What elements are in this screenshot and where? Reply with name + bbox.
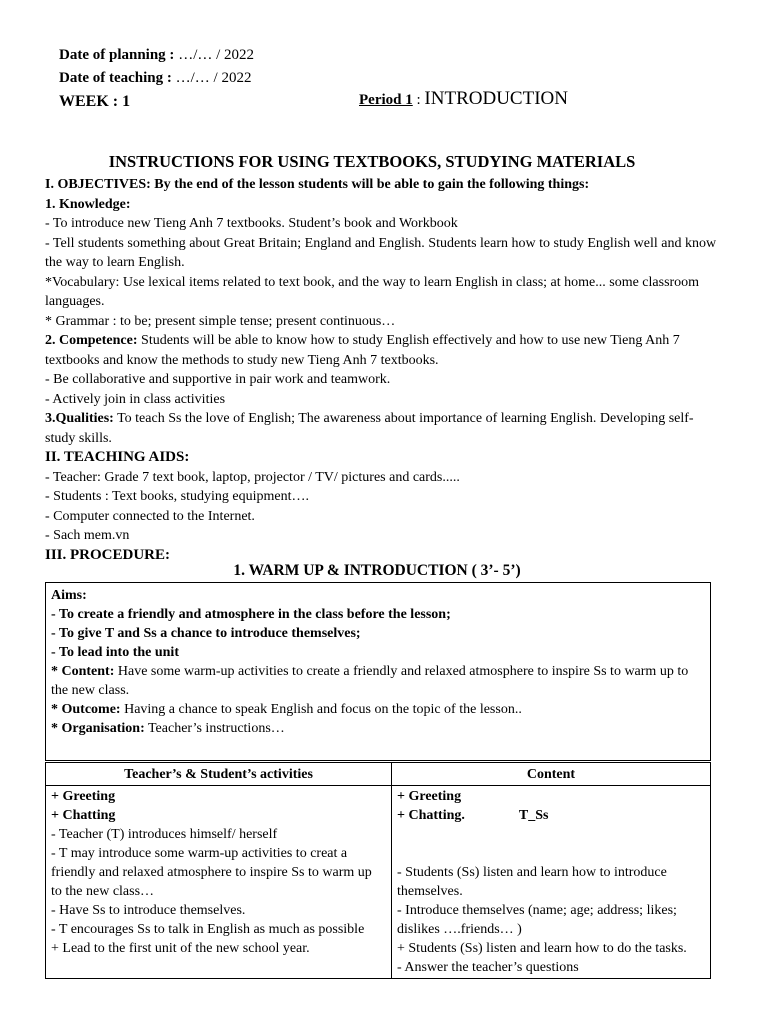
content-item: - Answer the teacher’s questions — [397, 960, 579, 975]
content-item: - Students (Ss) listen and learn how to introduce themselves. — [397, 865, 667, 899]
week-label: WEEK : 1 — [59, 93, 131, 110]
grammar-item: * Grammar : to be; present simple tense; present continuous… — [45, 313, 396, 329]
date-of-teaching-label: Date of teaching : — [59, 70, 172, 86]
knowledge-item: - To introduce new Tieng Anh 7 textbooks. Student’s book and Workbook — [45, 216, 458, 231]
chatting-label: + Chatting — [51, 808, 116, 823]
vocabulary-item: *Vocabulary: Use lexical items related to text book, and the way to learn English in class; at home... some classroom languages. — [45, 274, 700, 309]
content-label: * Content: — [51, 664, 115, 679]
aims-box — [45, 582, 711, 761]
period-label: Period 1 — [359, 92, 413, 108]
content-paragraph — [51, 662, 705, 700]
aid-item: - Computer connected to the Internet. — [45, 508, 255, 524]
period-heading — [359, 88, 568, 110]
greeting-label: + Greeting — [397, 789, 462, 804]
organisation-text: Teacher’s instructions… — [144, 721, 285, 736]
knowledge-item: - Tell students something about Great Britain; England and English. Students learn how to study English well and know the way to learn English. — [45, 235, 717, 270]
interaction-pattern: T_Ss — [518, 808, 549, 823]
spacer-line — [397, 825, 705, 844]
aim-item: - To give T and Ss a chance to introduce themselves; — [51, 626, 361, 641]
aid-item: - Students : Text books, studying equipment…. — [45, 489, 309, 504]
date-of-planning-label: Date of planning : — [59, 47, 175, 63]
date-of-planning-value: …/… / 2022 — [178, 47, 255, 63]
activity-item: + Lead to the first unit of the new school year. — [51, 941, 310, 956]
procedure-heading: III. PROCEDURE: — [45, 546, 171, 563]
competence-text: Students will be able to know how to study English effectively and how to use new Tieng Anh 7 textbooks and know the methods to study new Tieng Anh 7 textbooks. — [45, 333, 680, 368]
aid-item: - Sach mem.vn — [45, 528, 130, 543]
outcome-label: * Outcome: — [51, 702, 121, 717]
date-of-planning — [59, 47, 254, 64]
chatting-line — [397, 806, 705, 825]
aim-item: - To create a friendly and atmosphere in the class before the lesson; — [51, 607, 451, 622]
document-title: INSTRUCTIONS FOR USING TEXTBOOKS, STUDYING MATERIALS — [108, 152, 636, 171]
knowledge-heading: 1. Knowledge: — [45, 196, 131, 212]
content-text: Have some warm-up activities to create a friendly and relaxed atmosphere to inspire Ss to warm up to the new class. — [51, 664, 689, 698]
competence-heading: 2. Competence: — [45, 333, 138, 348]
column-header-content: Content — [392, 763, 711, 786]
column-header-activities: Teacher’s & Student’s activities — [46, 763, 392, 786]
period-title: INTRODUCTION — [424, 88, 568, 109]
qualities-heading: 3.Qualities: — [45, 411, 114, 426]
qualities-text: To teach Ss the love of English; The awareness about importance of learning English. Developing self-study skills. — [45, 411, 694, 446]
activity-item: - T may introduce some warm-up activities to creat a friendly and relaxed atmosphere to inspire Ss to warm up to the new class… — [51, 846, 372, 899]
lesson-body — [45, 175, 720, 565]
date-of-teaching-value: …/… / 2022 — [175, 70, 252, 86]
content-item: + Students (Ss) listen and learn how to do the tasks. — [397, 941, 687, 956]
organisation-paragraph — [51, 719, 705, 738]
table-row — [46, 786, 711, 979]
aim-item: - To lead into the unit — [51, 645, 179, 660]
outcome-paragraph — [51, 700, 705, 719]
warm-up-title: 1. WARM UP & INTRODUCTION ( 3’- 5’) — [233, 562, 521, 579]
content-cell — [392, 786, 711, 979]
content-item: - Introduce themselves (name; age; address; likes; dislikes ….friends… ) — [397, 903, 677, 937]
teaching-aids-heading: II. TEACHING AIDS: — [45, 449, 190, 465]
date-of-teaching — [59, 70, 251, 87]
outcome-text: Having a chance to speak English and focus on the topic of the lesson.. — [120, 702, 522, 717]
organisation-label: * Organisation: — [51, 721, 145, 736]
activity-item: - T encourages Ss to talk in English as much as possible — [51, 922, 365, 937]
competence-paragraph — [45, 331, 720, 370]
aims-label: Aims: — [51, 588, 87, 603]
competence-item: - Actively join in class activities — [45, 391, 226, 407]
qualities-paragraph — [45, 409, 720, 448]
activity-item: - Teacher (T) introduces himself/ herself — [51, 827, 278, 842]
aid-item: - Teacher: Grade 7 text book, laptop, projector / TV/ pictures and cards..... — [45, 469, 460, 485]
activity-item: - Have Ss to introduce themselves. — [51, 903, 246, 918]
period-separator: : — [412, 92, 425, 108]
greeting-label: + Greeting — [51, 789, 116, 804]
table-header-row — [46, 763, 711, 786]
competence-item: - Be collaborative and supportive in pair work and teamwork. — [45, 372, 391, 387]
spacer-line — [397, 844, 705, 863]
chatting-label: + Chatting. — [397, 808, 465, 823]
activities-table — [45, 762, 711, 979]
activities-cell — [46, 786, 392, 979]
objectives-heading: I. OBJECTIVES: By the end of the lesson students will be able to gain the following things: — [45, 177, 590, 192]
